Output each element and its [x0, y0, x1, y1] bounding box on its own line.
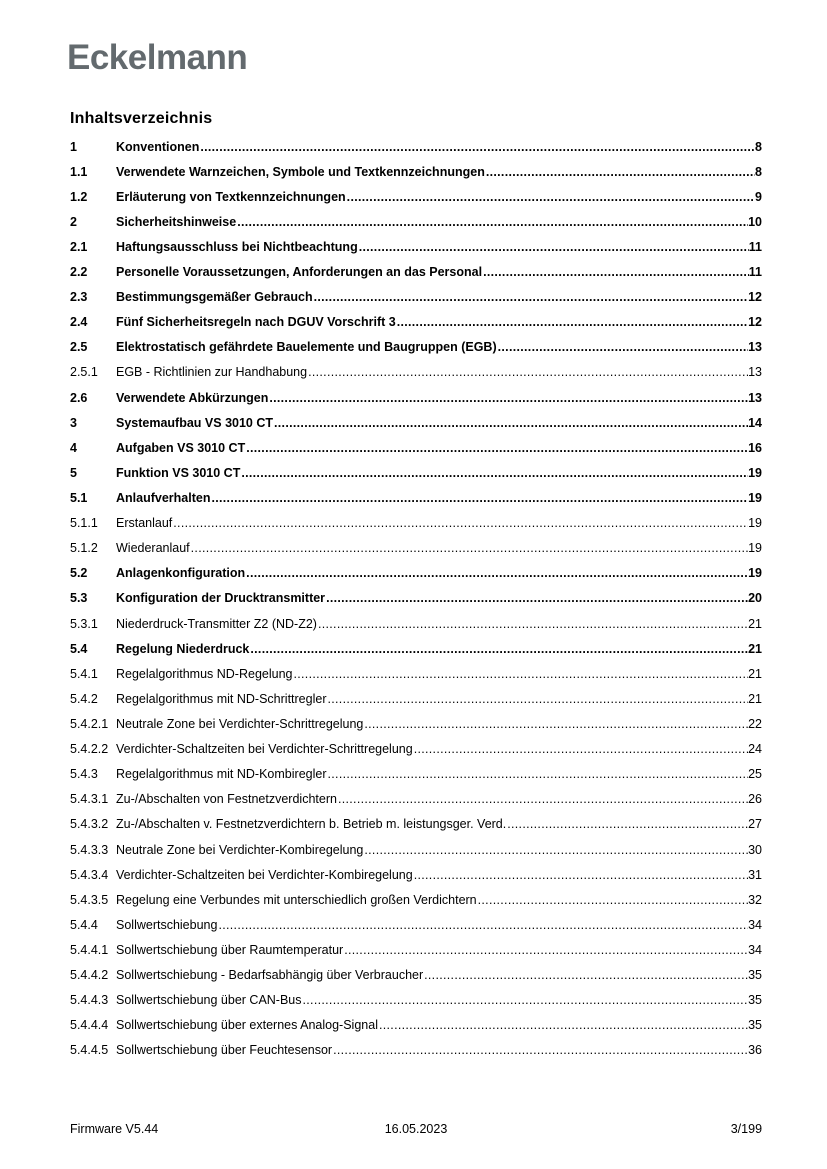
toc-leader-dots [246, 561, 748, 586]
toc-leader-dots [318, 612, 748, 637]
toc-entry[interactable] [70, 561, 762, 586]
toc-entry[interactable] [70, 335, 762, 360]
toc-entry[interactable] [70, 637, 762, 662]
toc-entry-number: 1.1 [70, 164, 88, 179]
toc-leader-dots [293, 662, 748, 687]
toc-entry-number: 4 [70, 440, 77, 455]
toc-entry-number: 2.5 [70, 340, 88, 355]
toc-entry-page: 12 [748, 290, 762, 305]
toc-entry-page: 14 [748, 415, 762, 430]
toc-entry-title: Konfiguration der Drucktransmitter [116, 591, 326, 606]
toc-leader-dots [200, 135, 755, 160]
toc-entry[interactable] [70, 863, 762, 888]
toc-entry[interactable] [70, 963, 762, 988]
toc-entry-number: 5.4.4.5 [70, 1043, 109, 1058]
toc-entry-title: Sollwertschiebung - Bedarfsabhängig über Verbraucher [116, 968, 424, 983]
toc-entry[interactable] [70, 812, 762, 837]
toc-entry[interactable] [70, 235, 762, 260]
toc-leader-dots [338, 787, 748, 812]
toc-entry-title: Regelung eine Verbundes mit unterschiedlich großen Verdichtern [116, 892, 477, 907]
toc-entry[interactable] [70, 1013, 762, 1038]
toc-entry-page: 10 [748, 214, 762, 229]
toc-entry[interactable] [70, 1038, 762, 1063]
toc-leader-dots [333, 1038, 748, 1063]
toc-leader-dots [191, 536, 748, 561]
toc-entry[interactable] [70, 436, 762, 461]
toc-entry[interactable] [70, 386, 762, 411]
toc-entry[interactable] [70, 913, 762, 938]
toc-entry-title: Regelung Niederdruck [116, 641, 250, 656]
toc-entry-page: 19 [748, 465, 762, 480]
toc-entry-number: 5.4.2 [70, 691, 98, 706]
toc-entry-title: Sollwertschiebung über CAN-Bus [116, 993, 302, 1008]
toc-entry-page: 12 [748, 315, 762, 330]
toc-entry-page: 21 [748, 616, 762, 631]
toc-entry-page: 21 [748, 641, 762, 656]
toc-entry-title: Niederdruck-Transmitter Z2 (ND-Z2) [116, 616, 317, 631]
toc-entry-page: 20 [748, 591, 762, 606]
toc-entry-title: Sollwertschiebung über Raumtemperatur [116, 943, 344, 957]
toc-leader-dots [478, 888, 748, 913]
toc-leader-dots [269, 386, 748, 411]
toc-entry-page: 34 [748, 917, 762, 932]
toc-entry-page: 19 [748, 541, 762, 556]
toc-entry[interactable] [70, 787, 762, 812]
toc-entry-number: 5.1.2 [70, 541, 98, 556]
toc-entry-title: Haftungsausschluss bei Nichtbeachtung [116, 239, 358, 254]
toc-leader-dots [211, 486, 748, 511]
toc-entry-title: Systemaufbau VS 3010 CT [116, 415, 274, 430]
toc-entry-number: 5.3 [70, 591, 88, 606]
toc-leader-dots [327, 687, 748, 712]
toc-entry[interactable] [70, 285, 762, 310]
toc-leader-dots [364, 712, 748, 737]
toc-entry[interactable] [70, 888, 762, 913]
toc-entry[interactable] [70, 310, 762, 335]
footer-date: 16.05.2023 [384, 1122, 448, 1136]
toc-entry-title: Neutrale Zone bei Verdichter-Schrittregelung [116, 717, 364, 732]
toc-entry-number: 2.5.1 [70, 365, 98, 380]
toc-entry-number: 2.6 [70, 390, 88, 405]
toc-entry-page: 30 [748, 842, 762, 857]
toc-entry-page: 11 [748, 265, 762, 280]
toc-entry-page: 16 [748, 440, 762, 455]
toc-entry-number: 5.4.4.2 [70, 968, 109, 983]
toc-entry-number: 2.3 [70, 290, 88, 305]
toc-entry-number: 5.4.3.2 [70, 817, 109, 832]
toc-leader-dots [246, 436, 748, 461]
toc-leader-dots [250, 637, 748, 662]
toc-leader-dots [308, 360, 748, 385]
toc-entry[interactable] [70, 461, 762, 486]
toc-entry-number: 5.4.2.2 [70, 742, 109, 757]
toc-entry-page: 27 [748, 817, 762, 832]
toc-entry-page: 32 [748, 892, 762, 907]
toc-entry-title: Fünf Sicherheitsregeln nach DGUV Vorschrift 3 [116, 315, 396, 330]
toc-leader-dots [397, 310, 748, 335]
toc-entry[interactable] [70, 612, 762, 637]
toc-entry-title: Zu-/Abschalten von Festnetzverdichtern [116, 792, 337, 807]
toc-entry[interactable] [70, 988, 762, 1013]
toc-entry-page: 13 [748, 390, 762, 405]
toc-entry-title: Wiederanlauf [116, 541, 190, 556]
toc-entry-number: 5 [70, 465, 77, 480]
footer-page-indicator: 3/199 [730, 1122, 763, 1136]
toc-entry-title: Verwendete Warnzeichen, Symbole und Textkennzeichnungen [116, 164, 485, 179]
toc-entry-number: 5.4.3.5 [70, 892, 109, 907]
toc-entry-title: Sollwertschiebung über externes Analog-Signal [116, 1018, 378, 1033]
toc-leader-dots [347, 185, 755, 210]
toc-leader-dots [486, 160, 755, 185]
toc-entry-title: Anlaufverhalten [116, 491, 211, 506]
toc-entry[interactable] [70, 185, 762, 210]
toc-entry-number: 5.4.3.4 [70, 867, 109, 882]
toc-entry-title: Sollwertschiebung über Feuchtesensor [116, 1043, 333, 1058]
toc-entry-page: 31 [748, 867, 762, 882]
toc-entry-page: 35 [748, 993, 762, 1008]
toc-leader-dots [483, 260, 749, 285]
toc-entry-number: 2.4 [70, 315, 88, 330]
toc-entry-number: 5.4.4 [70, 917, 98, 932]
toc-entry-number: 5.4.3.3 [70, 842, 109, 857]
toc-entry[interactable] [70, 662, 762, 687]
toc-leader-dots [173, 511, 748, 536]
toc-entry-page: 19 [748, 566, 762, 581]
toc-entry-title: Neutrale Zone bei Verdichter-Kombiregelung [116, 842, 364, 857]
toc-list [70, 135, 762, 1064]
toc-entry-page: 19 [748, 491, 762, 506]
toc-entry-number: 2.2 [70, 265, 88, 280]
toc-entry-page: 25 [748, 767, 762, 782]
toc-leader-dots [344, 938, 748, 963]
toc-entry-title: Regelalgorithmus mit ND-Schrittregler [116, 691, 327, 706]
toc-leader-dots [328, 762, 749, 787]
toc-leader-dots [359, 235, 749, 260]
toc-entry-page: 24 [748, 742, 762, 757]
toc-leader-dots [218, 913, 748, 938]
toc-leader-dots [379, 1013, 748, 1038]
footer-firmware-version: Firmware V5.44 [70, 1122, 159, 1136]
toc-leader-dots [498, 335, 748, 360]
toc-entry[interactable] [70, 938, 762, 963]
toc-leader-dots [507, 812, 748, 837]
toc-entry-page: 22 [748, 717, 762, 732]
toc-leader-dots [303, 988, 749, 1013]
toc-leader-dots [364, 838, 748, 863]
toc-entry-title: Konventionen [116, 139, 200, 154]
toc-leader-dots [237, 210, 748, 235]
toc-leader-dots [241, 461, 748, 486]
toc-entry[interactable] [70, 486, 762, 511]
toc-entry-page: 13 [748, 365, 762, 380]
toc-entry-page: 26 [748, 792, 762, 807]
toc-entry-title: Verdichter-Schaltzeiten bei Verdichter-Schrittregelung [116, 742, 413, 757]
toc-entry[interactable] [70, 762, 762, 787]
toc-entry-title: Verdichter-Schaltzeiten bei Verdichter-Kombiregelung [116, 867, 413, 882]
toc-entry[interactable] [70, 737, 762, 762]
toc-leader-dots [424, 963, 748, 988]
toc-entry[interactable] [70, 511, 762, 536]
toc-leader-dots [414, 737, 748, 762]
toc-entry-title: Funktion VS 3010 CT [116, 465, 241, 480]
toc-entry-number: 5.4.2.1 [70, 717, 109, 732]
toc-entry-number: 5.4.3 [70, 767, 98, 782]
toc-leader-dots [274, 411, 748, 436]
toc-entry[interactable] [70, 536, 762, 561]
toc-entry-page: 19 [748, 516, 762, 531]
page-footer [70, 1121, 762, 1137]
toc-entry-title: Sollwertschiebung [116, 917, 218, 932]
toc-entry-title: Personelle Voraussetzungen, Anforderungen an das Personal [116, 265, 483, 280]
toc-entry[interactable] [70, 712, 762, 737]
toc-leader-dots [314, 285, 749, 310]
toc-entry-page: 34 [748, 943, 762, 957]
toc-entry-page: 21 [748, 691, 762, 706]
toc-entry-number: 5.4 [70, 641, 88, 656]
toc-leader-dots [326, 586, 748, 611]
toc-entry[interactable] [70, 135, 762, 160]
toc-entry-page: 9 [755, 189, 762, 204]
toc-entry-page: 35 [748, 1018, 762, 1033]
toc-entry-title: EGB - Richtlinien zur Handhabung [116, 365, 308, 380]
toc-entry-page: 35 [748, 968, 762, 983]
toc-entry-number: 3 [70, 415, 77, 430]
toc-entry-title: Erläuterung von Textkennzeichnungen [116, 189, 346, 204]
toc-entry-page: 11 [748, 239, 762, 254]
toc-entry-title: Zu-/Abschalten v. Festnetzverdichtern b. Betrieb m. leistungsger. Verd. [116, 817, 507, 832]
toc-entry[interactable] [70, 260, 762, 285]
toc-entry-number: 5.1.1 [70, 516, 98, 531]
toc-entry[interactable] [70, 586, 762, 611]
toc-entry[interactable] [70, 210, 762, 235]
toc-entry-title: Elektrostatisch gefährdete Bauelemente und Baugruppen (EGB) [116, 340, 497, 355]
toc-entry[interactable] [70, 360, 762, 385]
toc-entry-title: Bestimmungsgemäßer Gebrauch [116, 290, 313, 305]
toc-leader-dots [414, 863, 748, 888]
toc-entry-number: 5.4.4.1 [70, 943, 109, 957]
toc-entry-number: 1.2 [70, 189, 88, 204]
toc-entry-title: Anlagenkonfiguration [116, 566, 246, 581]
toc-entry-title: Aufgaben VS 3010 CT [116, 440, 246, 455]
toc-entry[interactable] [70, 411, 762, 436]
toc-entry-page: 8 [755, 139, 762, 154]
toc-entry-number: 2.1 [70, 239, 88, 254]
toc-entry[interactable] [70, 160, 762, 185]
toc-entry-title: Erstanlauf [116, 516, 173, 531]
toc-entry-title: Regelalgorithmus ND-Regelung [116, 666, 293, 681]
toc-entry-page: 8 [755, 164, 762, 179]
toc-entry[interactable] [70, 838, 762, 863]
toc-heading: Inhaltsverzeichnis [70, 110, 213, 127]
toc-entry-page: 21 [748, 666, 762, 681]
toc-entry-page: 13 [748, 340, 762, 355]
toc-entry-number: 5.1 [70, 491, 88, 506]
toc-entry-number: 5.4.4.3 [70, 993, 109, 1008]
toc-entry-number: 5.3.1 [70, 616, 98, 631]
toc-entry-title: Verwendete Abkürzungen [116, 390, 269, 405]
toc-entry-number: 5.4.1 [70, 666, 98, 681]
toc-entry-number: 5.2 [70, 566, 88, 581]
eckelmann-logo: Eckelmann [67, 38, 248, 77]
toc-entry-number: 1 [70, 139, 77, 154]
toc-entry-number: 2 [70, 214, 77, 229]
toc-entry-title: Regelalgorithmus mit ND-Kombiregler [116, 767, 327, 782]
toc-entry[interactable] [70, 687, 762, 712]
toc-entry-title: Sicherheitshinweise [116, 214, 237, 229]
toc-entry-number: 5.4.4.4 [70, 1018, 109, 1033]
toc-entry-number: 5.4.3.1 [70, 792, 109, 807]
toc-entry-page: 36 [748, 1043, 762, 1058]
